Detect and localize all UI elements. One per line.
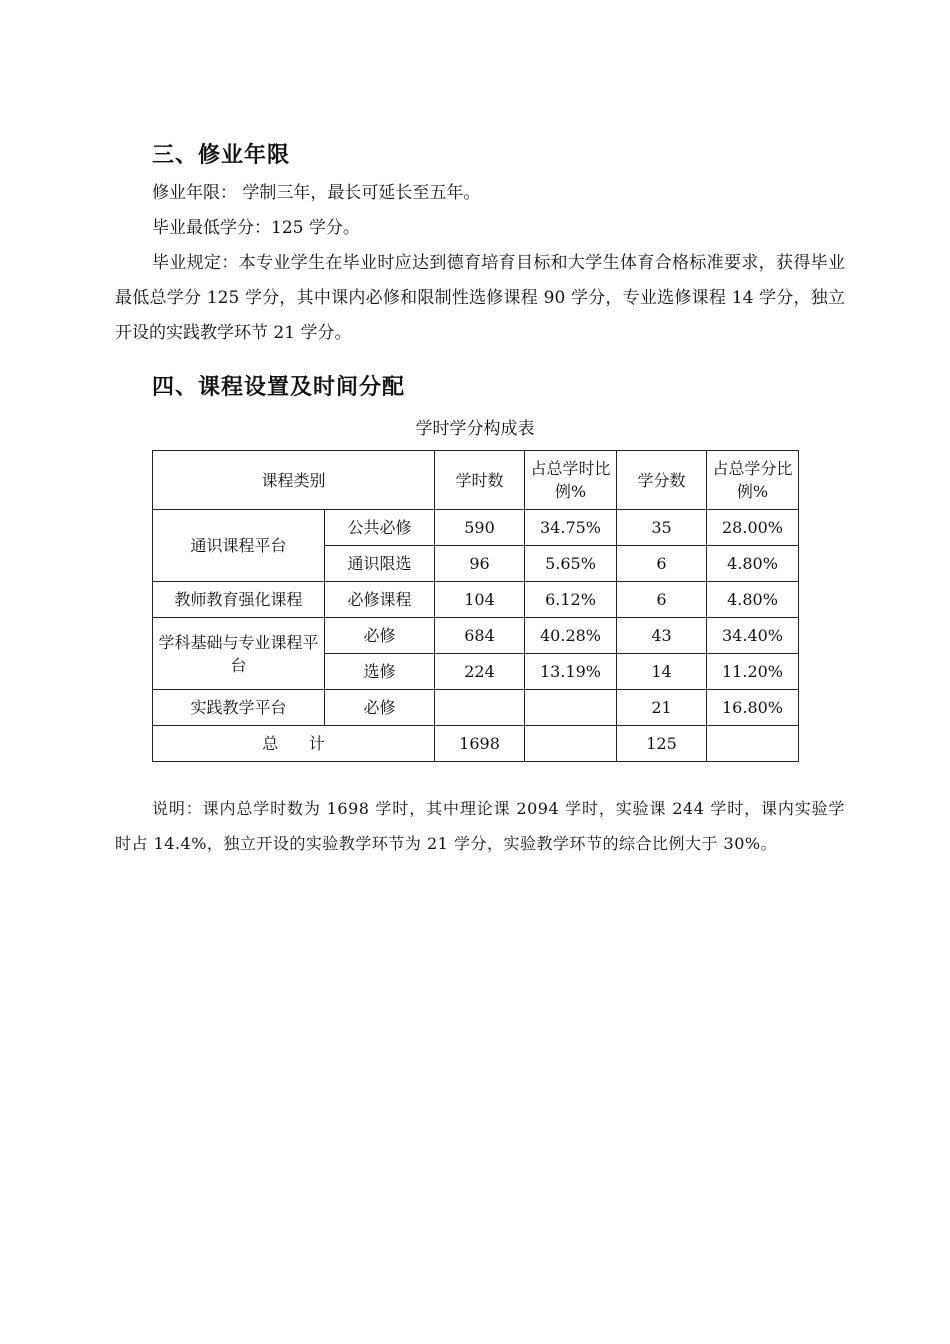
graduation-rules-text: 毕业规定：本专业学生在毕业时应达到德育培育目标和大学生体育合格标准要求，获得毕业最低总学分 125 学分，其中课内必修和限制性选修课程 90 学分，专业选修课程 14 学分，独立开设的实践教学环节 21 学分。 (115, 253, 845, 343)
header-credits: 学分数 (617, 451, 707, 510)
header-credits-ratio: 占总学分比例% (707, 451, 799, 510)
row-hours-ratio: 13.19% (525, 654, 617, 690)
group-practice-teaching: 实践教学平台 (153, 690, 325, 726)
row-credits-ratio: 34.40% (707, 618, 799, 654)
row-hours: 684 (435, 618, 525, 654)
section-title-study-years: 三、修业年限 (152, 143, 291, 168)
header-hours-ratio: 占总学时比例% (525, 451, 617, 510)
table-header-row (153, 451, 799, 510)
row-subcategory: 公共必修 (325, 510, 435, 546)
row-credits-ratio: 28.00% (707, 510, 799, 546)
header-category: 课程类别 (153, 451, 435, 510)
row-hours (435, 690, 525, 726)
row-hours: 96 (435, 546, 525, 582)
credit-hours-table (152, 450, 799, 762)
row-credits-ratio: 4.80% (707, 546, 799, 582)
row-hours: 224 (435, 654, 525, 690)
total-hours: 1698 (435, 726, 525, 762)
table-row (153, 618, 799, 654)
total-credits-ratio (707, 726, 799, 762)
row-credits: 14 (617, 654, 707, 690)
row-credits: 21 (617, 690, 707, 726)
row-credits: 6 (617, 546, 707, 582)
row-credits-ratio: 4.80% (707, 582, 799, 618)
row-hours-ratio: 5.65% (525, 546, 617, 582)
group-general-education: 通识课程平台 (153, 510, 325, 582)
total-hours-ratio (525, 726, 617, 762)
row-subcategory: 必修 (325, 690, 435, 726)
row-credits-ratio: 11.20% (707, 654, 799, 690)
table-note: 说明：课内总学时数为 1698 学时，其中理论课 2094 学时，实验课 244 学时，课内实验学时占 14.4%，独立开设的实验教学环节为 21 学分，实验教学环节的综合比例大于 30%。 (115, 799, 845, 853)
row-subcategory: 选修 (325, 654, 435, 690)
table-row (153, 690, 799, 726)
header-hours: 学时数 (435, 451, 525, 510)
table-caption: 学时学分构成表 (415, 419, 535, 439)
row-credits-ratio: 16.80% (707, 690, 799, 726)
row-hours-ratio: 40.28% (525, 618, 617, 654)
row-hours-ratio (525, 690, 617, 726)
row-credits: 43 (617, 618, 707, 654)
row-hours: 104 (435, 582, 525, 618)
row-hours-ratio: 6.12% (525, 582, 617, 618)
total-label: 总 计 (153, 726, 435, 762)
row-credits: 35 (617, 510, 707, 546)
row-credits: 6 (617, 582, 707, 618)
table-row (153, 582, 799, 618)
group-teacher-education: 教师教育强化课程 (153, 582, 325, 618)
min-credits-text: 毕业最低学分：125 学分。 (152, 218, 360, 238)
row-subcategory: 必修 (325, 618, 435, 654)
group-discipline-foundation: 学科基础与专业课程平台 (153, 618, 325, 690)
study-years-text: 修业年限： 学制三年，最长可延长至五年。 (152, 183, 481, 203)
row-hours-ratio: 34.75% (525, 510, 617, 546)
row-subcategory: 通识限选 (325, 546, 435, 582)
table-row (153, 510, 799, 546)
total-credits: 125 (617, 726, 707, 762)
row-subcategory: 必修课程 (325, 582, 435, 618)
table-total-row (153, 726, 799, 762)
row-hours: 590 (435, 510, 525, 546)
section-title-curriculum: 四、课程设置及时间分配 (152, 375, 406, 400)
